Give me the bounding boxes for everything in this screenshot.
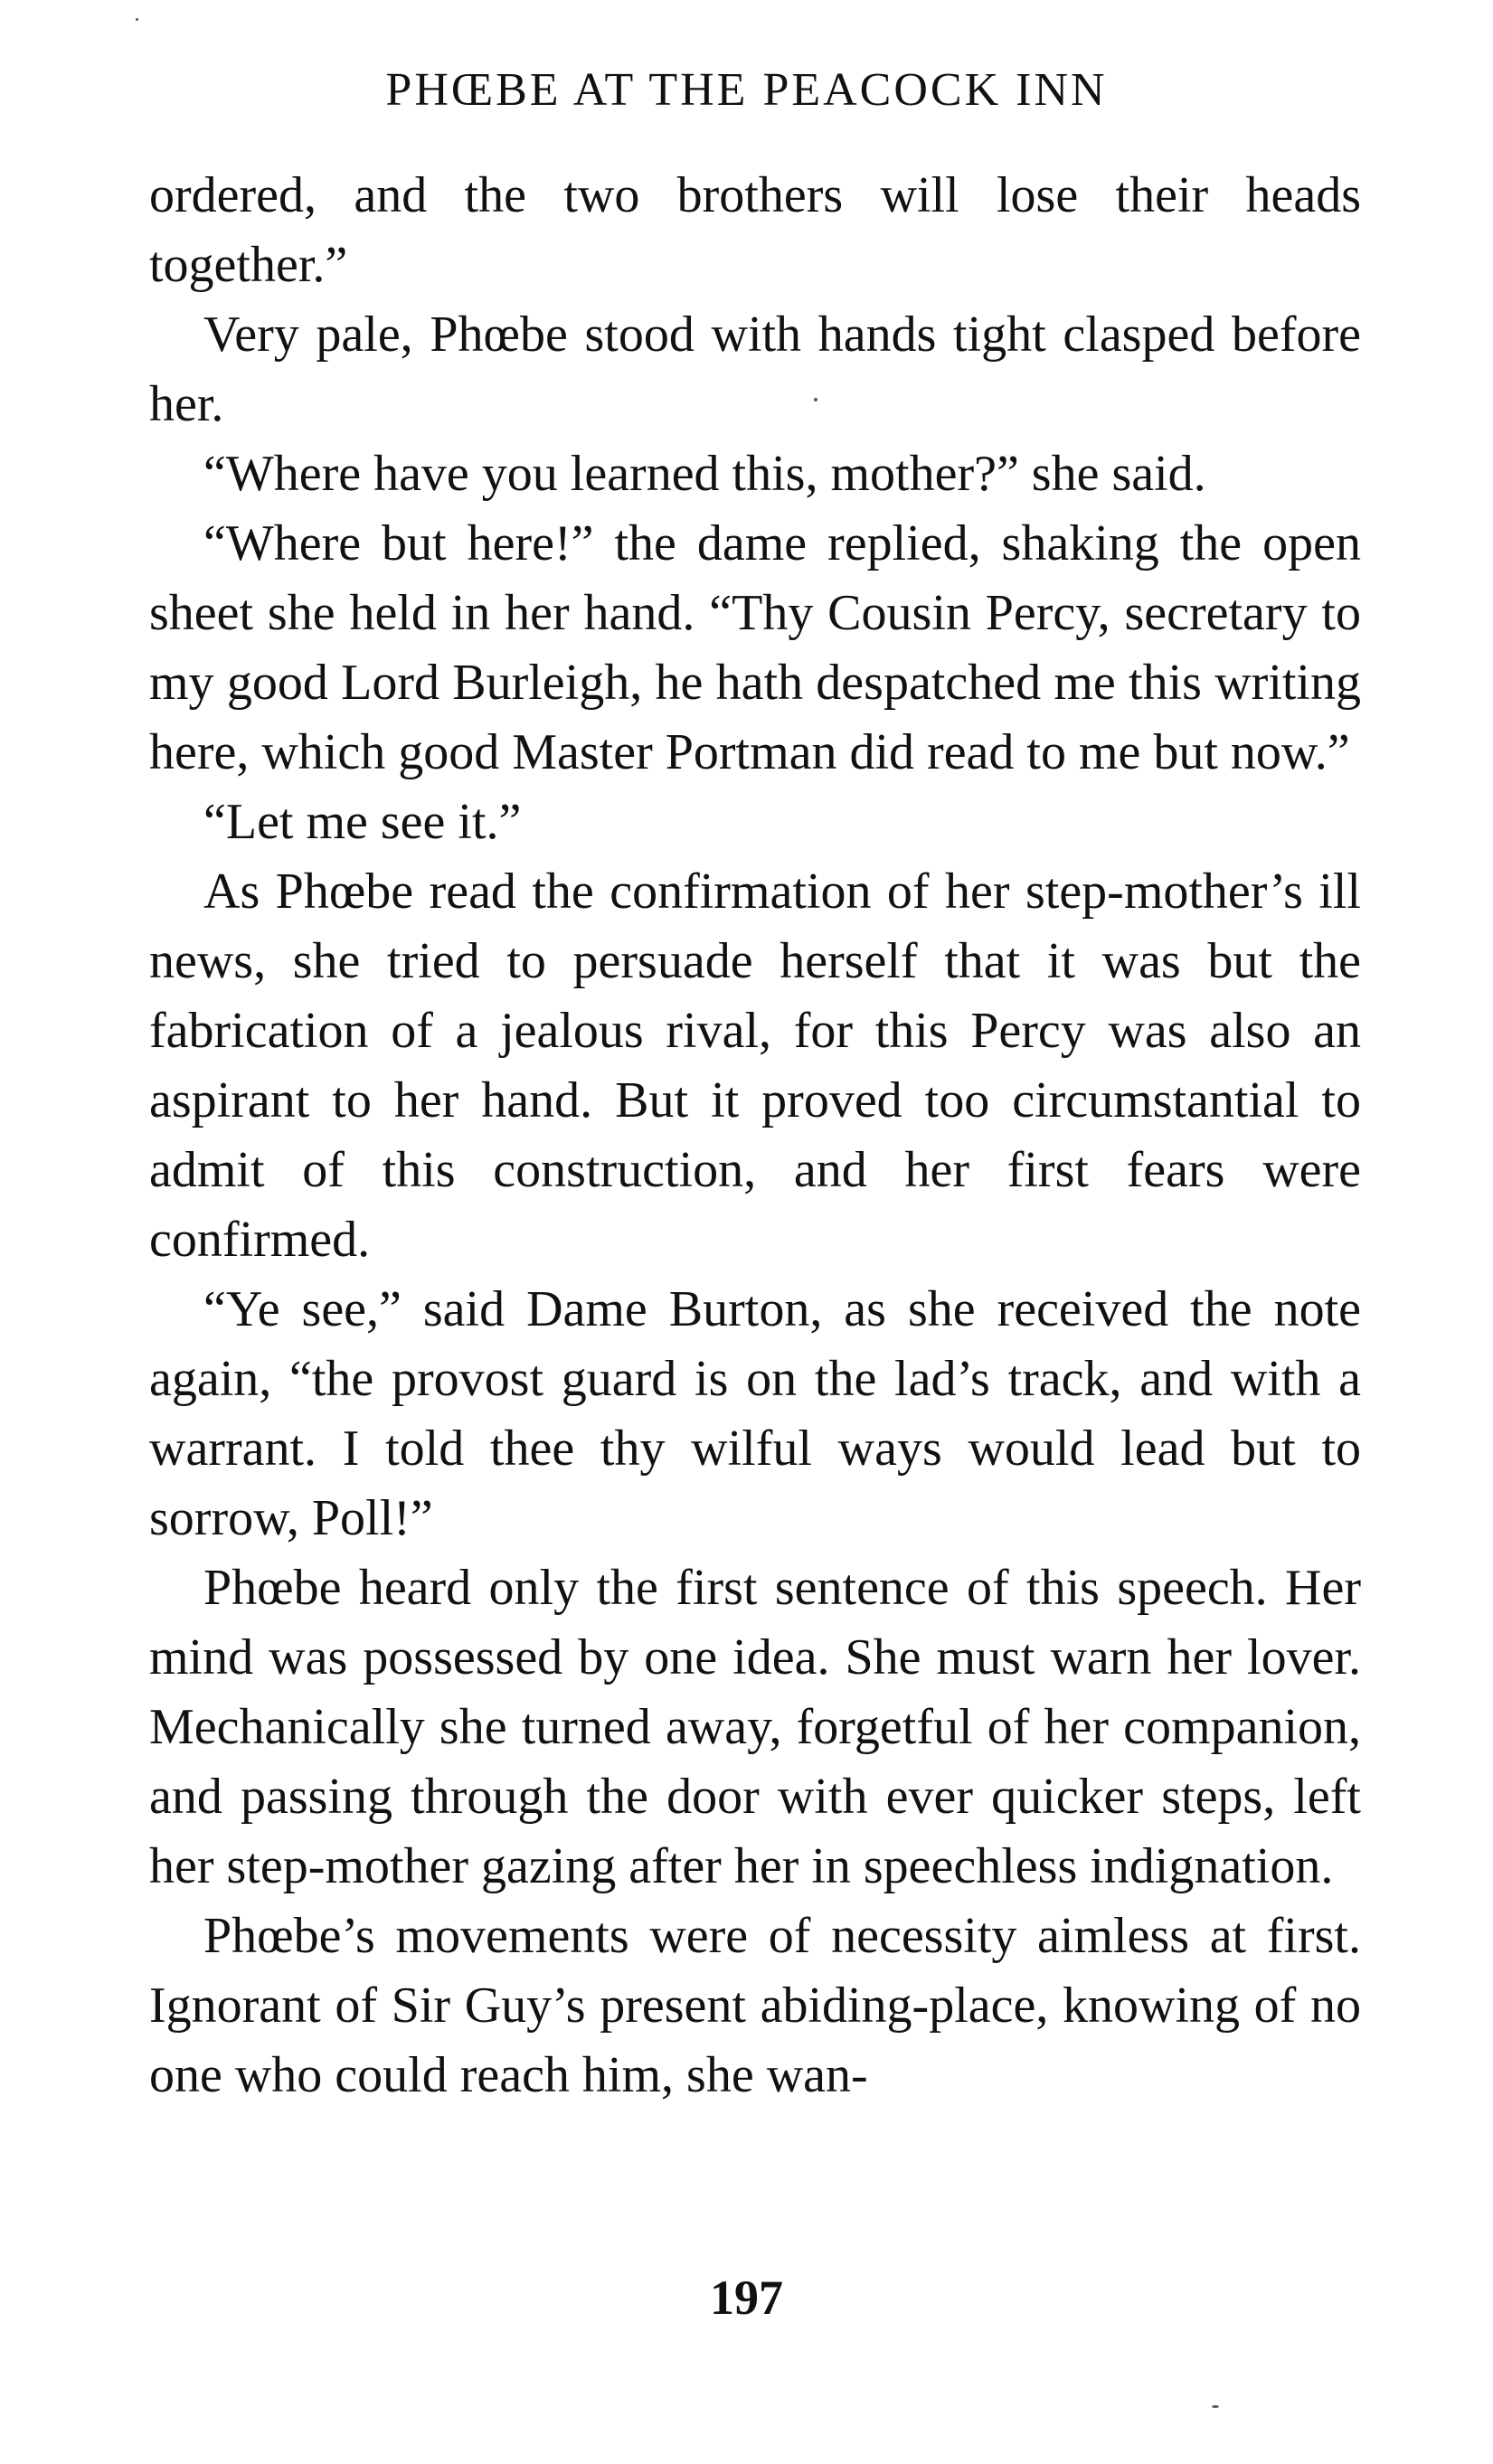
paragraph: As Phœbe read the confirmation of her step-mother’s ill news, she tried to persuade herself that it was but the fabrication of a jealous rival, for this Percy was also an aspirant to her hand. But it proved too circumstantial to admit of this construction, and her first fears were confirmed. [149,864,1361,1268]
paper-speck [1212,2405,1219,2408]
running-head: PHŒBE AT THE PEACOCK INN [385,64,1108,116]
paragraph: Very pale, Phœbe stood with hands tight clasped before her. [149,307,1361,432]
paragraph: Phœbe’s movements were of necessity aimless at first. Ignorant of Sir Guy’s present abiding-place, knowing of no one who could reach him, she wan- [149,1908,1361,2103]
page-number: 197 [710,2270,783,2325]
paragraph: “Where but here!” the dame replied, shaking the open sheet she held in her hand. “Thy Cousin Percy, secretary to my good Lord Burleigh, he hath despatched me this writing here, which good Master Portman did read to me but now.” [149,515,1361,780]
paragraph: Phœbe heard only the first sentence of this speech. Her mind was possessed by one idea. She must warn her lover. Mechanically she turned away, forgetful of her companion, and passing through the door with ever quicker steps, left her step-mother gazing after her in speechless indignation. [149,1560,1361,1894]
paragraph: “Ye see,” said Dame Burton, as she received the note again, “the provost guard is on the lad’s track, and with a warrant. I told thee thy wilful ways would lead but to sorrow, Poll!” [149,1281,1361,1546]
paper-speck [136,18,138,21]
body-text [149,161,1361,2110]
paragraph: “Where have you learned this, mother?” she said. [203,446,1206,502]
paper-speck [814,398,817,401]
paragraph: “Let me see it.” [203,794,522,850]
paragraph: ordered, and the two brothers will lose their heads together.” [149,167,1361,293]
